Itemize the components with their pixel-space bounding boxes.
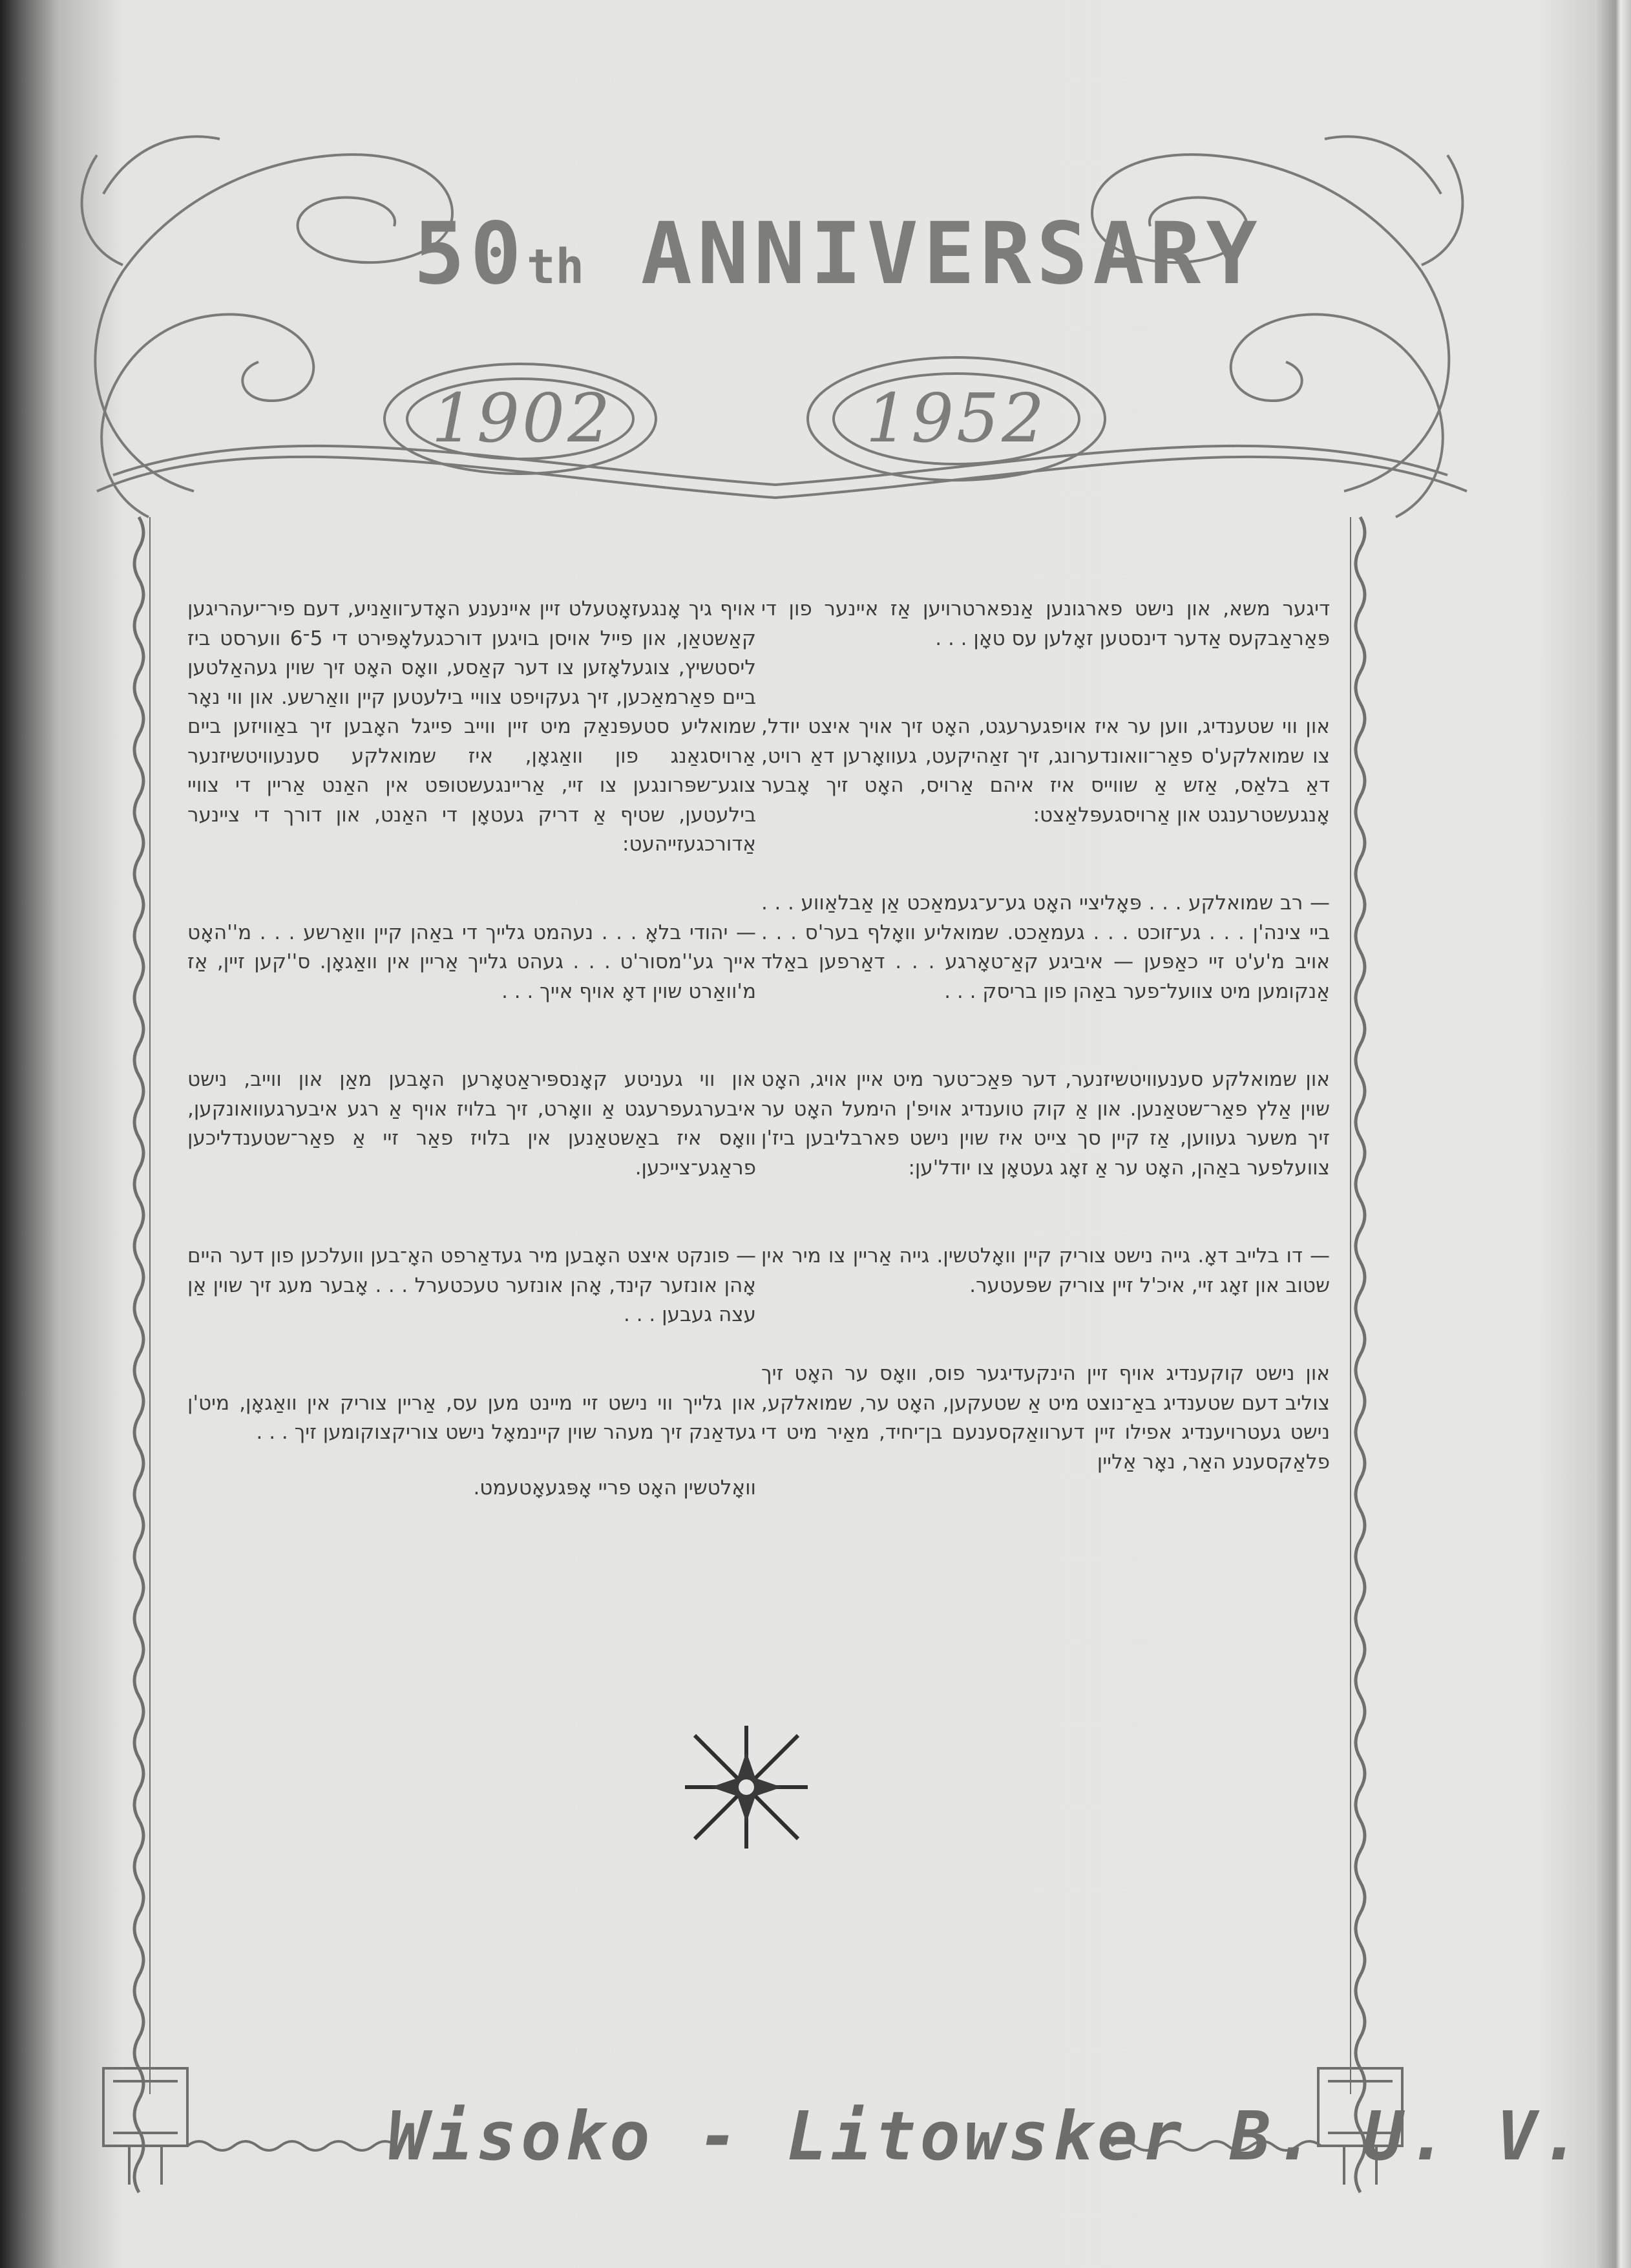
paragraph: — פונקט איצט האָבען מיר געדאַרפט האָ־בען וועלכען פון דער היים אָהן אונזער קינד, אָהן אונזער טעכטערל . . . אָבער מעג זיך שוין אַן עצה געבען . . . bbox=[187, 1244, 756, 1326]
left-wavy-border bbox=[134, 517, 143, 2192]
paragraph: דיגער משא, און נישט פארגונען אַנפארטרויען אַז איינער פון די פּאַראַבקעס אַדער דינסטען זאָלען עס טאָן . . . bbox=[761, 597, 1330, 650]
title-word: ANNIVERSARY bbox=[640, 204, 1263, 304]
closing-line: וואָלטשין האָט פריי אָפּגעאָטעמט. bbox=[473, 1476, 756, 1500]
star-ornament-icon bbox=[685, 1726, 808, 1849]
year-start: 1902 bbox=[431, 379, 613, 458]
title-suffix: th bbox=[526, 239, 585, 295]
bottom-wavy-rule-left bbox=[187, 2141, 397, 2150]
title-number: 50 bbox=[414, 204, 527, 304]
paragraph: — דו בלייב דאָ. גייה נישט צוריק קיין וואָלטשין. גייה אַריין צו מיר אין שטוב און זאָג זיי, איכ'ל זיין צוריק שפּעטער. bbox=[761, 1244, 1330, 1297]
right-wavy-border bbox=[1356, 517, 1365, 2192]
organization-name: Wisoko - Litowsker B. U. V. bbox=[388, 2097, 1585, 2176]
paragraph: און ווי געניטע קאָנספּיראַטאָרען האָבען מאַן און ווייב, נישט איבערגעפרעגט אַ וואָרט, זיך בלויז אויף אַ רגע איבערגעוואונקען, וואָס איז באַשטאַנען אין בלויז פאַר זיי אַ פאַר־שטענדליכען פראַגע־צייכען. bbox=[187, 1068, 756, 1180]
text-column-right bbox=[761, 595, 1330, 1536]
paragraph: און שמואלקע סענעוויטשיזנער, דער פּאַכ־טער מיט איין אויג, האָט שוין אַלץ פאַר־שטאַנען. און אַ קוק טוענדיג אויפ'ן הימעל האָט ער זיך משער געווען, אַז קיין סך צייט איז שוין נישט פארבליבען ביז'ן צוועלפער באַהן, האָט ער אַ זאָג געטאָן צו יודל'ען: bbox=[761, 1068, 1330, 1180]
year-end: 1952 bbox=[865, 379, 1047, 458]
anniversary-title bbox=[414, 204, 1263, 304]
paragraph: — יהודי בלאָ . . . נעהמט גלייך די באַהן קיין וואַרשע . . . מ''האָט אייך גע''מסור'ט . . . געהט גלייך אַריין אין וואַגאָן. ס''קען זיין, אַז מ'וואַרט שוין דאָ אויף אייך . . . bbox=[187, 920, 756, 1003]
bottom-left-bracket bbox=[103, 2068, 187, 2185]
paragraph: און גלייך ווי נישט זיי מיינט מען עס, אַריין צוריק אין וואַגאָן, מיט'ן געדאַנק זיך מעהר שוין קיינמאָל נישט צוריקצוקומען זיך . . . bbox=[187, 1391, 756, 1444]
paragraph: אויף גיך אָנגעזאָטעלט זיין איינענע האָדע־וואַניע, דעם פיר־יעהריגען קאַשטאַן, און פייל אויסן בויגען דורכגעלאָפּירט די 5־6 ווערסט ביז ליסטשיץ, צוגעלאָזען צו דער קאַסע, וואָס האָט זיך שוין געהאַלטען ביים פאַרמאַכען, זיך געקויפט צוויי בילעטען קיין וואַרשע. און ווי נאָר שמואליע סטעפּנאַק מיט זיין ווייב פייגל האָבען זיך באַוויזען ביים אַרויסגאַנג פון וואַגאָן, איז שמואלקע סענעוויטשיזנער צוגע־שפּרונגען צו זיי, אַריינגעשטופּט אין האַנט אַריין די צוויי בילעטען, שטיף אַ דריק געטאָן די האַנט, און דורך די ציינער אַדורכגעזייהעט: bbox=[187, 597, 756, 856]
paragraph: און ווי שטענדיג, ווען ער איז אויפגערעגט, האָט זיך אויך איצט יודל, צו שמואלקע'ס פאַר־וואונדערונג, זיך זאַהיקעט, געוואָרען דאַ רויט, דאַ בלאַס, אַזש אַ שווייס איז איהם אַרויס, האָט זיך אָבער אָנגעשטרענגט און אַרויסגעפּלאַצט: bbox=[761, 715, 1330, 827]
text-column-left bbox=[187, 595, 756, 1562]
paragraph: — רב שמואלקע . . . פּאָליציי האָט גע־ע־געמאַכט אַן אַבלאַווע . . . ביי צינה'ן . . . גע־זוכט . . . געמאַכט. שמואליע וואָלף בער'ס . . . אויב מ'ע'ט זיי כאַפּען — איביגע קאַ־טאָרגע . . . דאַרפען באַלד אַנקומען מיט צוועל־פער באַהן פון בריסק . . . bbox=[761, 891, 1330, 1003]
paragraph: און נישט קוקענדיג אויף זיין הינקעדיגער פוס, וואָס ער האָט זיך צוליב דעם שטענדיג באַ־נוצט מיט אַ שטעקען, האָט ער, שמואלקע, נישט געטרויענדיג אפילו זיין דערוואַקסענעם בן־יחיד, מאַיר מיט די פלאַקסענע האַר, נאָר אַליין bbox=[761, 1362, 1330, 1474]
